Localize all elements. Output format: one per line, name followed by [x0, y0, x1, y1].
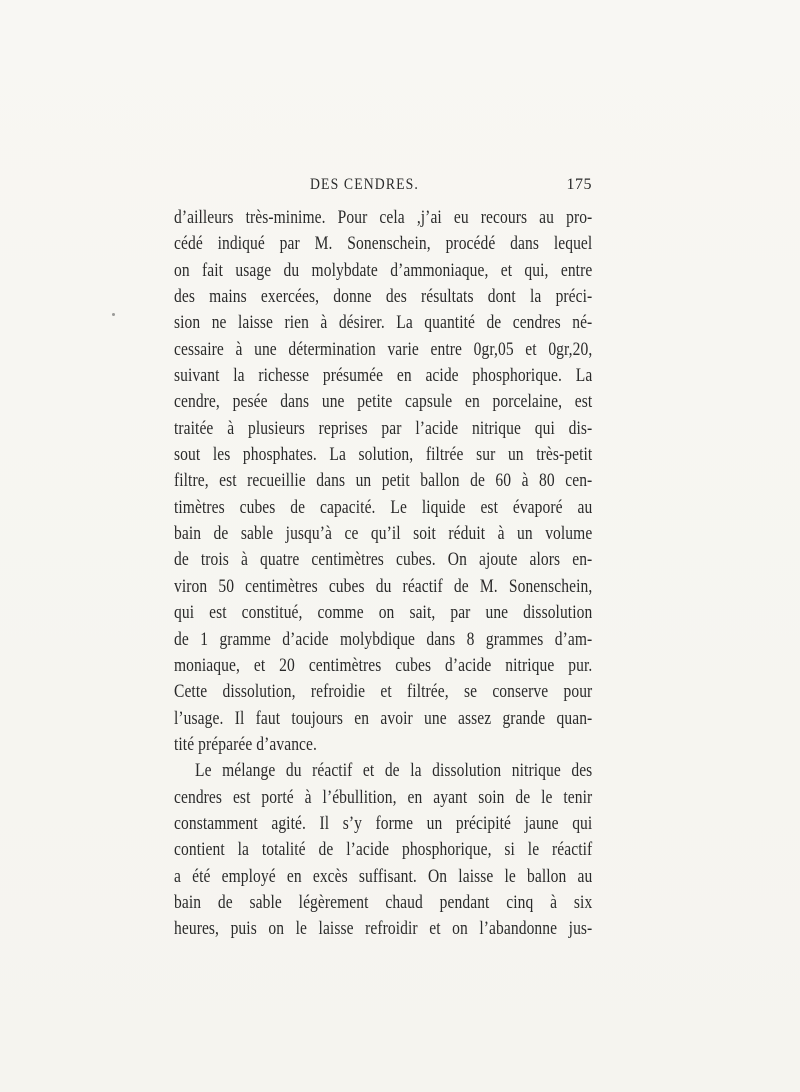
text-line: sion ne laisse rien à désirer. La quantité de cendres né-	[174, 313, 593, 334]
text-line: bain de sable jusqu’à ce qu’il soit réduit à un volume	[174, 524, 593, 545]
text-line: constamment agité. Il s’y forme un précipité jaune qui	[174, 813, 593, 834]
text-line: heures, puis on le laisse refroidir et on l’abandonne jus-	[174, 919, 593, 940]
paragraph-end-line: tité préparée d’avance.	[174, 734, 317, 755]
page-number: 175	[566, 176, 592, 193]
text-line: de trois à quatre centimètres cubes. On ajoute alors en-	[174, 550, 593, 571]
text-line: des mains exercées, donne des résultats dont la préci-	[174, 287, 593, 308]
text-line: traitée à plusieurs reprises par l’acide nitrique qui dis-	[174, 418, 593, 439]
paragraph-start-line: Le mélange du réactif et de la dissolution nitrique des	[195, 761, 593, 782]
text-line: d’ailleurs très-minime. Pour cela ,j’ai eu recours au pro-	[174, 208, 593, 228]
text-line: moniaque, et 20 centimètres cubes d’acide nitrique pur.	[174, 655, 593, 676]
text-line: cédé indiqué par M. Sonenschein, procédé dans lequel	[174, 234, 593, 255]
text-line: sout les phosphates. La solution, filtrée sur un très-petit	[174, 445, 593, 466]
text-line: qui est constitué, comme on sait, par une dissolution	[174, 603, 593, 624]
text-line: Cette dissolution, refroidie et filtrée, se conserve pour	[174, 682, 593, 703]
page-header	[174, 176, 592, 198]
text-line: cendres est porté à l’ébullition, en ayant soin de le tenir	[174, 787, 593, 808]
text-line: cendre, pesée dans une petite capsule en porcelaine, est	[174, 392, 593, 413]
margin-speck	[112, 313, 115, 316]
text-line: filtre, est recueillie dans un petit ballon de 60 à 80 cen-	[174, 471, 593, 492]
text-line: timètres cubes de capacité. Le liquide est évaporé au	[174, 497, 593, 518]
text-line: a été employé en excès suffisant. On laisse le ballon au	[174, 866, 593, 887]
text-line: viron 50 centimètres cubes du réactif de M. Sonenschein,	[174, 576, 593, 597]
text-line: l’usage. Il faut toujours en avoir une assez grande quan-	[174, 708, 593, 729]
text-line: bain de sable légèrement chaud pendant cinq à six	[174, 892, 593, 913]
body-text	[174, 205, 592, 943]
running-title: DES CENDRES.	[310, 176, 419, 193]
text-line: cessaire à une détermination varie entre 0gr,05 et 0gr,20,	[174, 339, 593, 360]
text-line: suivant la richesse présumée en acide phosphorique. La	[174, 366, 593, 387]
text-line: contient la totalité de l’acide phosphorique, si le réactif	[174, 840, 593, 861]
text-line: on fait usage du molybdate d’ammoniaque, et qui, entre	[174, 260, 593, 281]
text-line: de 1 gramme d’acide molybdique dans 8 grammes d’am-	[174, 629, 593, 650]
